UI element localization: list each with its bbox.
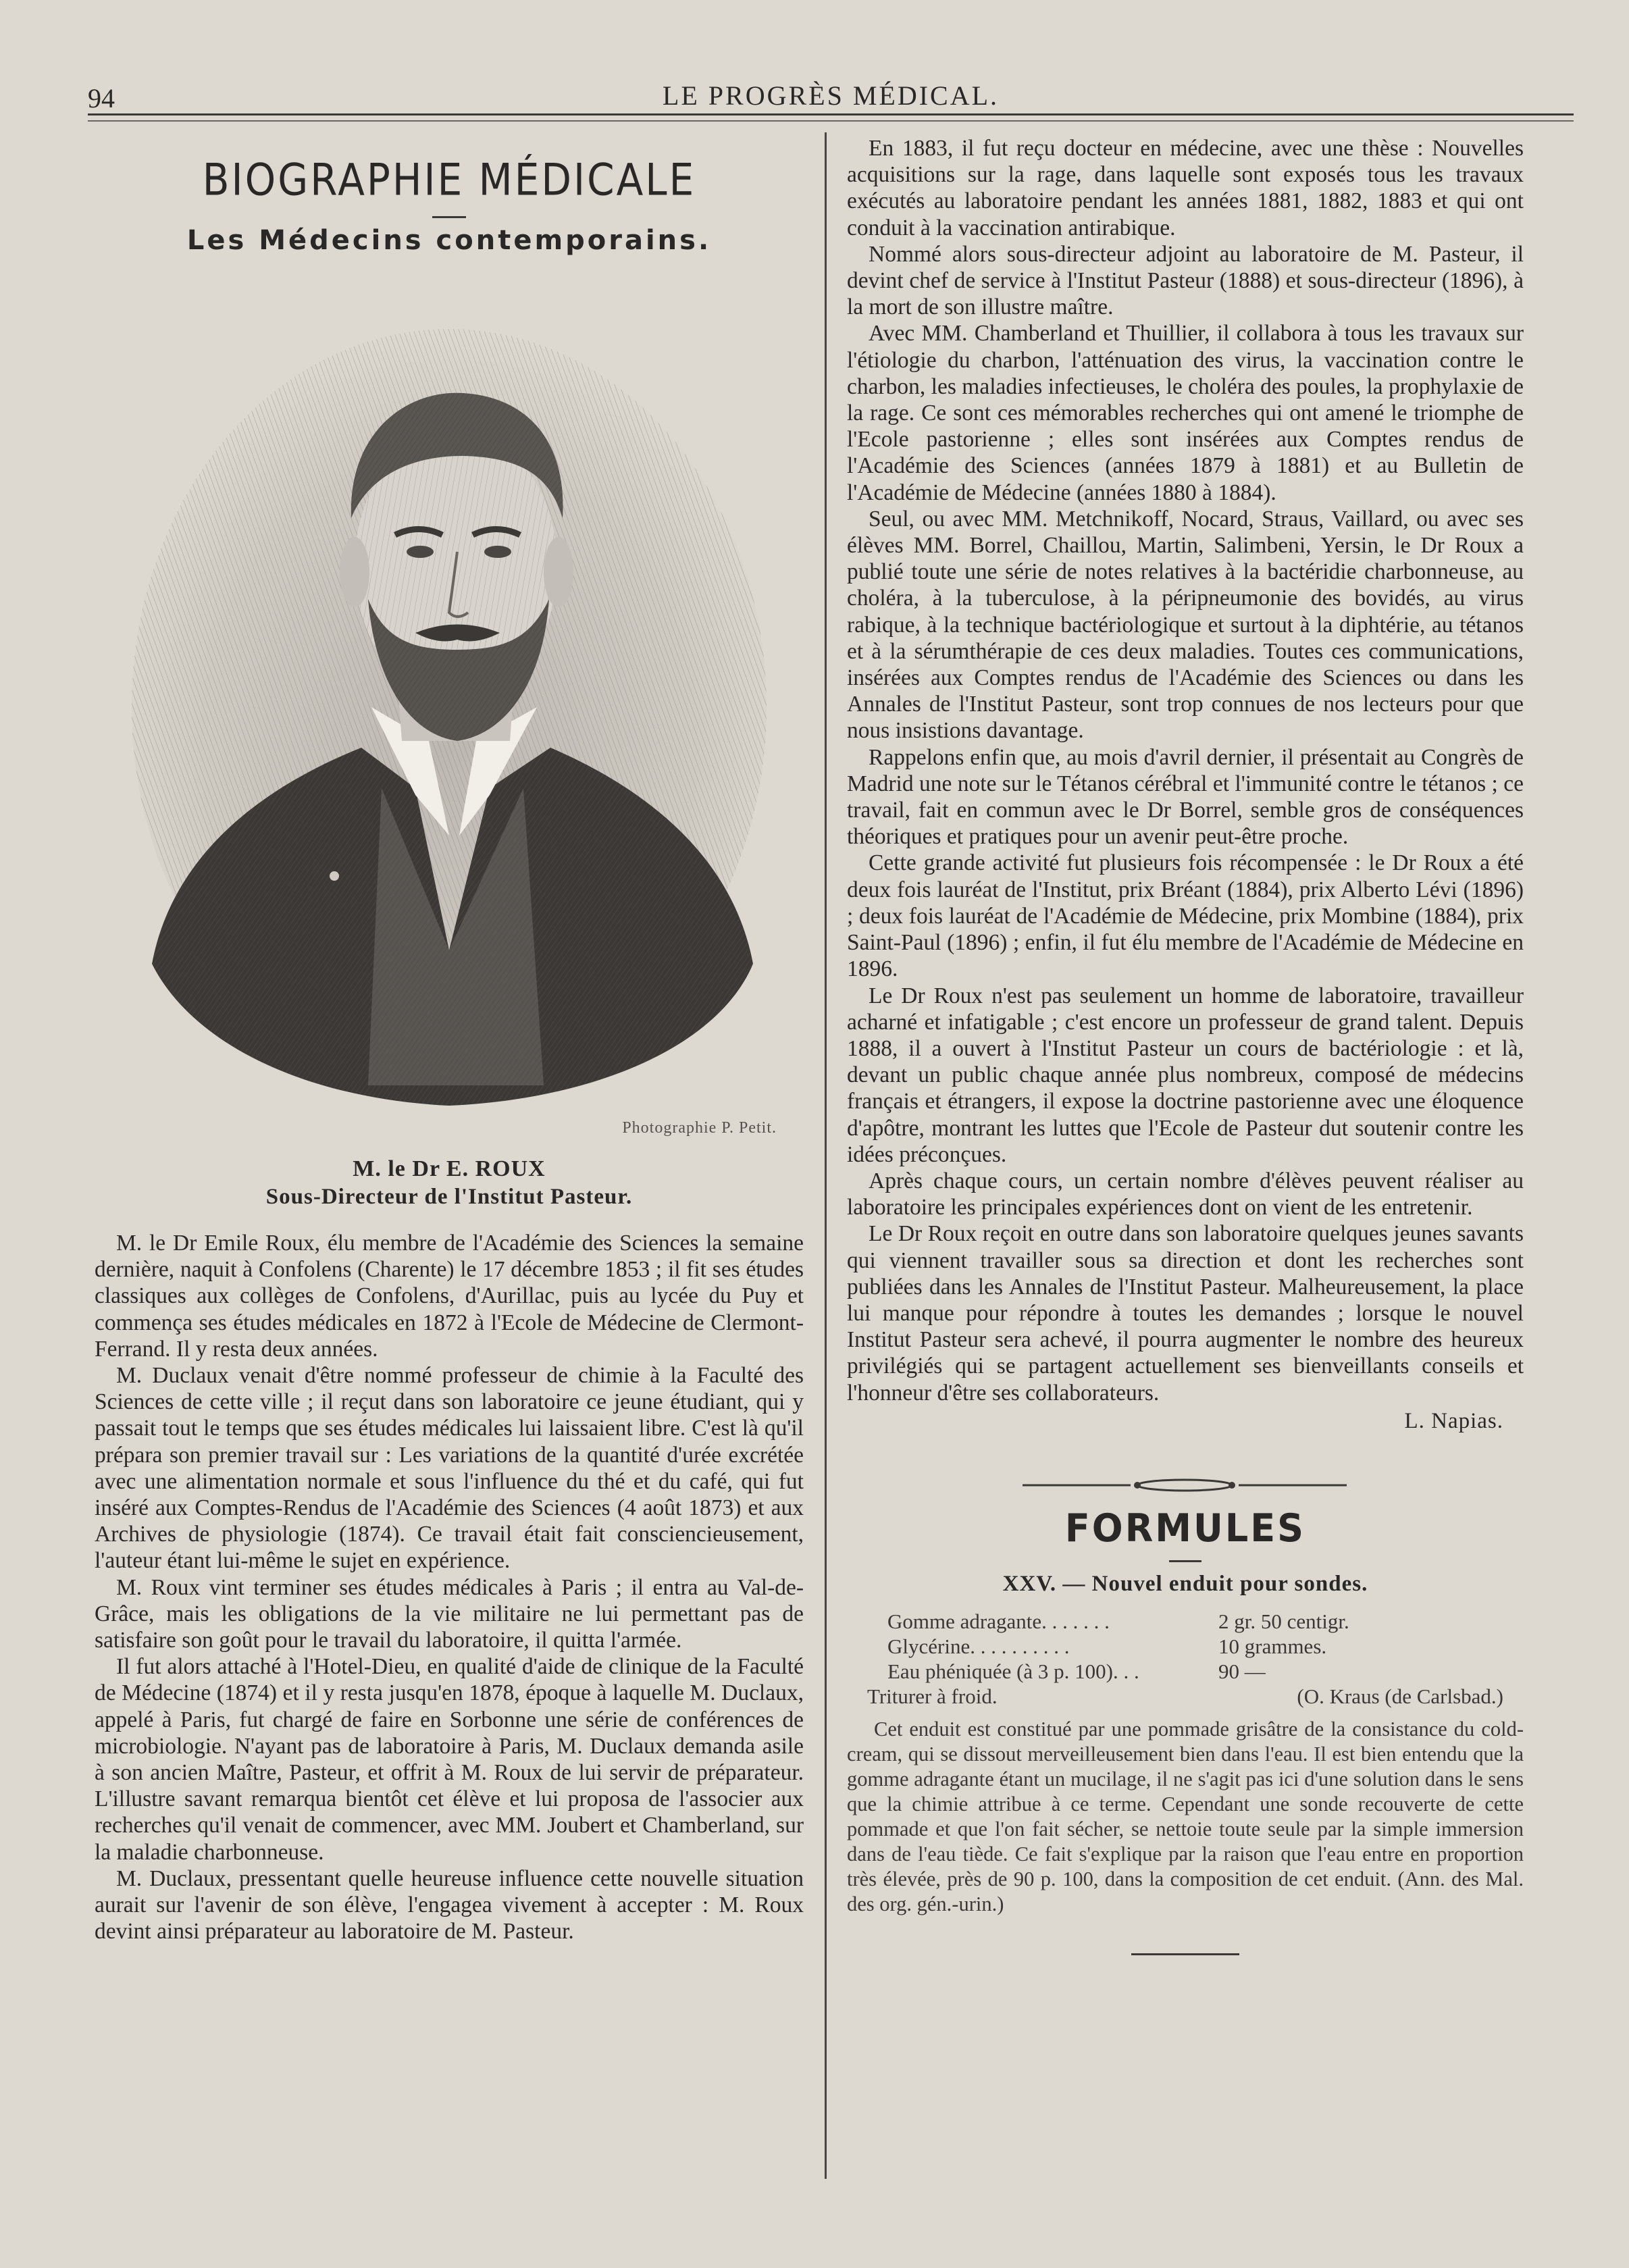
recipe-row <box>847 1634 1524 1659</box>
recipe-instruction: Triturer à froid. <box>867 1684 998 1708</box>
journal-title: LE PROGRÈS MÉDICAL. <box>662 80 1000 111</box>
section-title: BIOGRAPHIE MÉDICALE <box>202 153 696 206</box>
paragraph: Après chaque cours, un certain nombre d'élèves peuvent réaliser au laboratoire les principales expériences dont on vient de les entretenir. <box>847 1168 1524 1220</box>
paragraph: Seul, ou avec MM. Metchnikoff, Nocard, Straus, Vaillard, ou avec ses élèves MM. Borrel, Chaillou, Martin, Salimbeni, Yersin, le Dr Roux a publié toute une série de notes relatives à la bactéridie charbonneuse, au choléra, à la tuberculose, à la péripneumonie des bovidés, au virus rabique, à la technique bactériologique et surtout à la diphtérie, au tétanos et à la sérumthérapie de ces deux maladies. Toutes ces communications, insérées aux Comptes rendus de l'Académie des Sciences ou dans les Annales de l'Institut Pasteur, sont trop connues de nos lecteurs pour que nous insistions davantage. <box>847 506 1524 744</box>
recipe-footer <box>847 1684 1524 1709</box>
paragraph: M. Duclaux venait d'être nommé professeur de chimie à la Faculté des Sciences de cette ville ; il reçut dans son laboratoire ce jeune étudiant, qui y passait tout le temps que ses études médicales lui laissaient libre. C'est là qu'il prépara son premier travail sur : Les variations de la quantité d'urée excrétée avec une alimentation normale et sous l'influence du thé et du café, qui fut inséré aux Comptes-Rendus de l'Académie des Sciences (4 août 1873) et aux Archives de physiologie (1874). Ce travail était fait consciencieusement, l'auteur étant lui-même le sujet en expérience. <box>95 1363 804 1574</box>
ingredient-name: Glycérine. . . . . . . . . . <box>887 1634 1070 1658</box>
section-subtitle: Les Médecins contemporains. <box>186 225 712 256</box>
left-column <box>95 135 804 1944</box>
paragraph: Cette grande activité fut plusieurs fois récompensée : le Dr Roux a été deux fois lauréat de l'Institut, prix Bréant (1884), prix Alberto Lévi (1896) ; deux fois lauréat de l'Académie de Médecine, prix Mombine (1884), prix Saint-Paul (1896) ; enfin, il fut élu membre de l'Académie de Médecine en 1896. <box>847 850 1524 982</box>
recipe-list <box>847 1609 1524 1709</box>
portrait-caption-name: M. le Dr E. ROUX <box>353 1156 546 1181</box>
paragraph: En 1883, il fut reçu docteur en médecine, avec une thèse : Nouvelles acquisitions sur la rage, dans laquelle sont exposés tous les travaux exécutés au laboratoire pendant les années 1881, 1882, 1883 et qui ont conduit à la vaccination antirabique. <box>847 136 1524 240</box>
formules-dash <box>1169 1560 1201 1562</box>
paragraph: M. Duclaux, pressentant quelle heureuse influence cette nouvelle situation aurait sur l'avenir de son élève, l'engagea vivement à accepter : M. Roux devint ainsi préparateur au laboratoire de M. Pasteur. <box>95 1865 804 1944</box>
paragraph: Nommé alors sous-directeur adjoint au laboratoire de M. Pasteur, il devint chef de service à l'Institut Pasteur (1888) et sous-directeur (1896), à la mort de son illustre maître. <box>847 241 1524 320</box>
paragraph: Le Dr Roux reçoit en outre dans son laboratoire quelques jeunes savants qui viennent travailler sous sa direction et dont les recherches sont publiées dans les Annales de l'Institut Pasteur. Malheureusement, la place lui manque pour répondre à toutes les demandes ; lorsque le nouvel Institut Pasteur sera achevé, il pourra augmenter le nombre des heureux privilégiés qui se partagent actuellement ses bienveillants conseils et l'honneur d'être ses collaborateurs. <box>847 1221 1524 1406</box>
ingredient-quantity: 2 gr. 50 centigr. <box>1218 1609 1349 1633</box>
portrait-caption-role: Sous-Directeur de l'Institut Pasteur. <box>265 1185 633 1209</box>
page-number: 94 <box>88 83 115 113</box>
formules-title: FORMULES <box>1064 1505 1306 1551</box>
ingredient-name: Gomme adragante. . . . . . . <box>887 1609 1110 1633</box>
paragraph: M. le Dr Emile Roux, élu membre de l'Académie des Sciences la semaine dernière, naquit à Confolens (Charente) le 17 décembre 1853 ; il fit ses études classiques aux collèges de Confolens, d'Aurillac, puis au lycée du Puy et commença ses études médicales en 1872 à l'Ecole de Médecine de Clermont-Ferrand. Il y resta deux années. <box>95 1231 804 1362</box>
header-rule-thin <box>88 120 1574 122</box>
paragraph: M. Roux vint terminer ses études médicales à Paris ; il entra au Val-de-Grâce, mais les obligations de la vie militaire ne lui permettant pas de satisfaire son goût pour le travail du laboratoire, il quitta l'armée. <box>95 1574 804 1653</box>
ornament-rule-icon <box>847 1472 1524 1499</box>
recipe-row <box>847 1659 1524 1684</box>
portrait-engraving <box>111 275 787 1119</box>
formules-subtitle: XXV. — Nouvel enduit pour sondes. <box>1002 1571 1368 1596</box>
right-column <box>847 135 1524 1955</box>
recipe-source: (O. Kraus (de Carlsbad.) <box>1297 1684 1503 1708</box>
ornament-divider <box>847 1472 1524 1499</box>
ingredient-name: Eau phéniquée (à 3 p. 100). . . <box>887 1659 1139 1683</box>
page-header <box>88 80 1574 118</box>
ingredient-quantity: 90 — <box>1218 1659 1266 1683</box>
author-signature: L. Napias. <box>1404 1408 1503 1433</box>
portrait-illustration <box>111 275 787 1119</box>
title-dash <box>432 216 466 218</box>
paragraph: Il fut alors attaché à l'Hotel-Dieu, en qualité d'aide de clinique de la Faculté de Médecine (1874) et il y resta jusqu'en 1878, époque à laquelle M. Duclaux, appelé à Paris, fut chargé de faire en Sorbonne une série de conférences de microbiologie. N'ayant pas de laboratoire à Paris, M. Duclaux demanda asile à son ancien Maître, Pasteur, et offrit à M. Roux de lui servir de préparateur. L'illustre savant remarqua bientôt cet élève et lui proposa de l'associer aux recherches qu'il venait de commencer, avec MM. Joubert et Chamberland, sur la maladie charbonneuse. <box>95 1654 804 1865</box>
paragraph: Rappelons enfin que, au mois d'avril dernier, il présentait au Congrès de Madrid une note sur le Tétanos cérébral et l'immunité contre le tétanos ; ce travail, fait en commun avec le Dr Borrel, semble gros de conséquences théoriques et pratiques pour un avenir peut-être proche. <box>847 744 1524 850</box>
end-rule <box>1131 1953 1239 1955</box>
paragraph: Avec MM. Chamberland et Thuillier, il collabora à tous les travaux sur l'étiologie du charbon, l'atténuation des virus, la vaccination contre le charbon, les maladies infectieuses, le choléra des poules, la prophylaxie de la rage. Ce sont ces mémorables recherches qui ont amené le triomphe de l'Ecole pastorienne ; elles sont insérées aux Comptes rendus de l'Académie des Sciences (années 1879 à 1881) et au Bulletin de l'Académie de Médecine (années 1880 à 1884). <box>847 321 1524 505</box>
recipe-row <box>847 1609 1524 1634</box>
ingredient-quantity: 10 grammes. <box>1218 1634 1327 1658</box>
formula-note: Cet enduit est constitué par une pommade grisâtre de la consistance du cold-cream, qui se dissout merveilleusement bien dans l'eau. Il est bien entendu que la gomme adragante étant un mucilage, il ne s'agit pas ici d'une solution dans le sens que la chimie attribue à ce terme. Cependant une sonde recouverte de cette pommade et que l'on fait sécher, se nettoie toute seule par la simple immersion dans de l'eau tiède. Ce fait s'explique par la raison que l'eau entre en proportion très élevée, près de 90 p. 100, dans la composition de cet enduit. (Ann. des Mal. des org. gén.-urin.) <box>847 1717 1524 1915</box>
column-divider <box>825 132 827 2179</box>
photo-credit: Photographie P. Petit. <box>622 1119 777 1137</box>
header-rule <box>88 113 1574 115</box>
paragraph: Le Dr Roux n'est pas seulement un homme de laboratoire, travailleur acharné et infatigable ; c'est encore un professeur de grand talent. Depuis 1888, il a ouvert à l'Institut Pasteur un cours de bactériologie : et là, devant un public chaque année plus nombreux, composé de médecins français et étrangers, il expose la doctrine pastorienne avec une éloquence d'apôtre, montrant les luttes que l'Ecole de Pasteur dut soutenir contre les idées préconçues. <box>847 983 1524 1167</box>
